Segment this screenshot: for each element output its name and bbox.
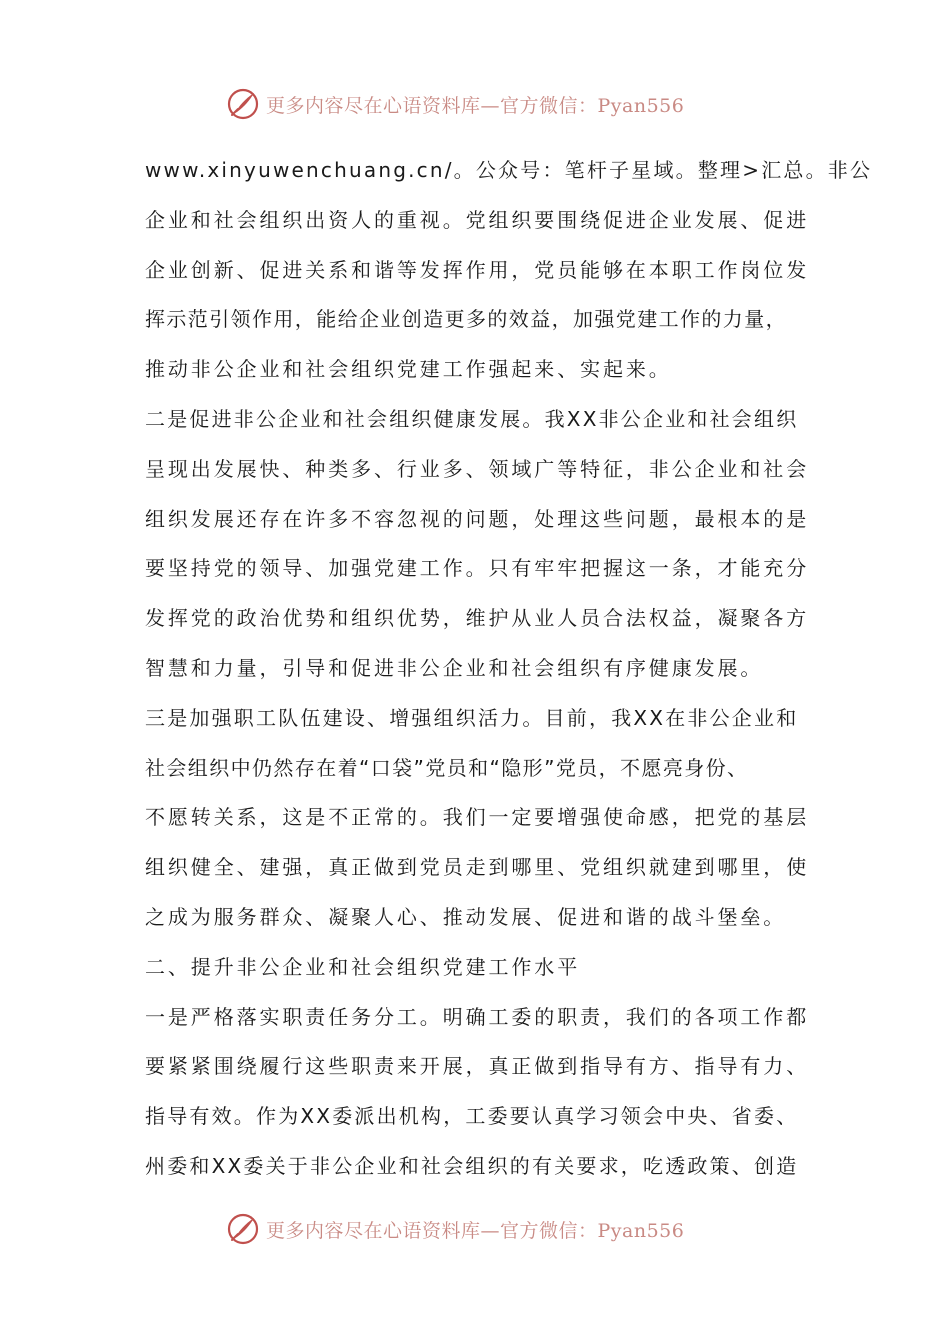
body-line: 挥示范引领作用，能给企业创造更多的效益，加强党建工作的力量，	[145, 307, 787, 332]
body-line: 组织健全、建强，真正做到党员走到哪里、党组织就建到哪里，使	[145, 855, 810, 880]
body-line: 社会组织中仍然存在着“口袋”党员和“隐形”党员，不愿亮身份、	[145, 755, 749, 780]
banner-text: 更多内容尽在心语资料库—官方微信：Pyan556	[266, 94, 685, 117]
body-line: 之成为服务群众、凝聚人心、推动发展、促进和谐的战斗堡垒。	[145, 904, 787, 929]
body-line: 二是促进非公企业和社会组织健康发展。我XX非公企业和社会组织	[145, 406, 799, 431]
body-line: 不愿转关系，这是不正常的。我们一定要增强使命感，把党的基层	[145, 805, 810, 830]
section-heading: 二、提升非公企业和社会组织党建工作水平	[145, 954, 581, 979]
body-line: 三是加强职工队伍建设、增强组织活力。目前，我XX在非公企业和	[145, 705, 799, 730]
body-line: 智慧和力量，引导和促进非公企业和社会组织有序健康发展。	[145, 655, 764, 680]
body-line: 指导有效。作为XX委派出机构，工委要认真学习领会中央、省委、	[145, 1104, 799, 1129]
quill-logo-icon	[226, 87, 260, 121]
body-line: 要坚持党的领导、加强党建工作。只有牢牢把握这一条，才能充分	[145, 556, 810, 581]
body-line: www.xinyuwenchuang.cn/。公众号：笔杆子星域。整理>汇总。非公	[145, 158, 873, 182]
body-line: 州委和XX委关于非公企业和社会组织的有关要求，吃透政策、创造	[145, 1153, 799, 1178]
banner-text: 更多内容尽在心语资料库—官方微信：Pyan556	[266, 1219, 685, 1242]
body-line: 组织发展还存在许多不容忽视的问题，处理这些问题，最根本的是	[145, 506, 810, 531]
body-line: 企业创新、促进关系和谐等发挥作用，党员能够在本职工作岗位发	[145, 257, 810, 282]
body-line: 一是严格落实职责任务分工。明确工委的职责，我们的各项工作都	[145, 1004, 810, 1029]
body-line: 推动非公企业和社会组织党建工作强起来、实起来。	[145, 357, 672, 382]
document-body	[145, 146, 873, 1192]
body-line: 发挥党的政治优势和组织优势，维护从业人员合法权益，凝聚各方	[145, 606, 810, 631]
header-watermark-banner	[226, 86, 746, 122]
body-line: 呈现出发展快、种类多、行业多、领域广等特征，非公企业和社会	[145, 456, 810, 481]
body-line: 企业和社会组织出资人的重视。党组织要围绕促进企业发展、促进	[145, 207, 810, 232]
footer-watermark-banner	[226, 1211, 746, 1247]
quill-logo-icon	[226, 1212, 260, 1246]
body-line: 要紧紧围绕履行这些职责来开展，真正做到指导有方、指导有力、	[145, 1054, 810, 1079]
